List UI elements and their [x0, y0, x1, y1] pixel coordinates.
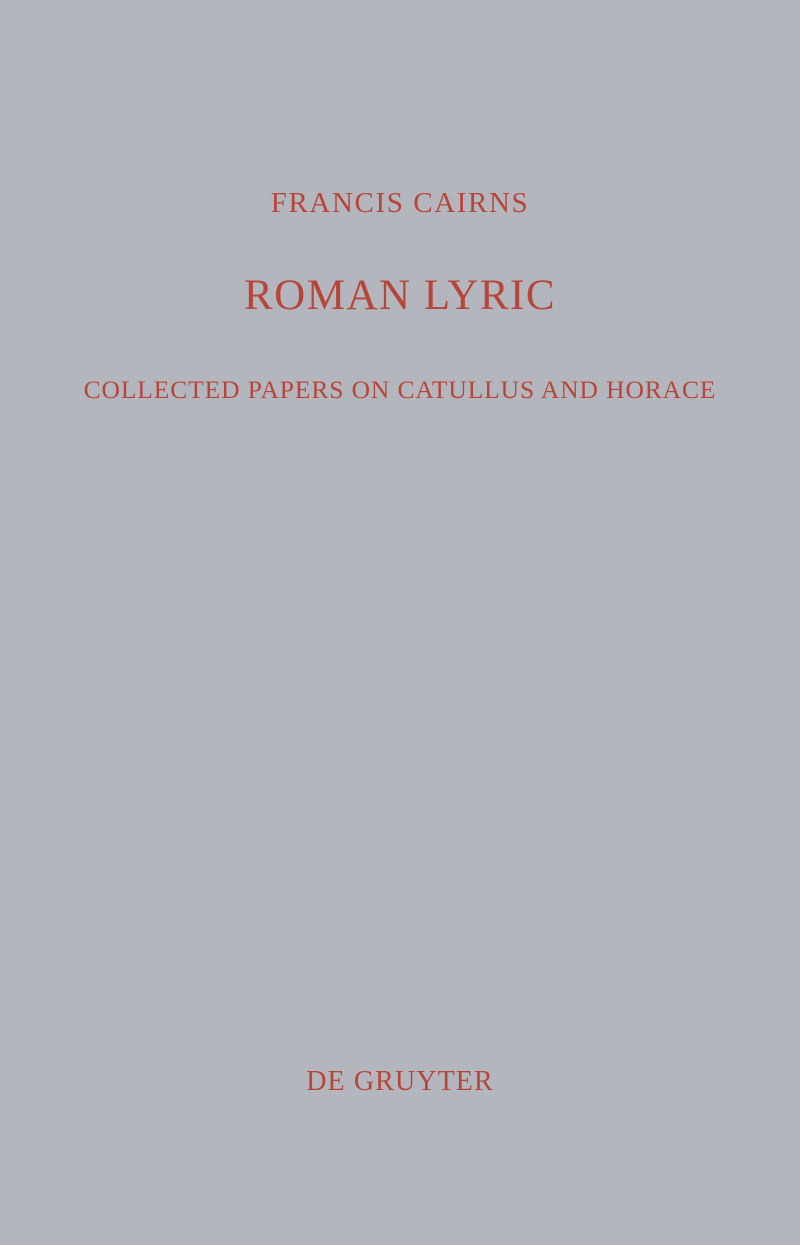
author-name: FRANCIS CAIRNS [270, 187, 530, 219]
book-subtitle: COLLECTED PAPERS ON CATULLUS AND HORACE [83, 375, 717, 405]
book-title: ROMAN LYRIC [243, 271, 557, 319]
publisher-block [0, 1066, 800, 1098]
cover-text-block [0, 186, 800, 406]
publisher-name: DE GRUYTER [306, 1066, 494, 1097]
